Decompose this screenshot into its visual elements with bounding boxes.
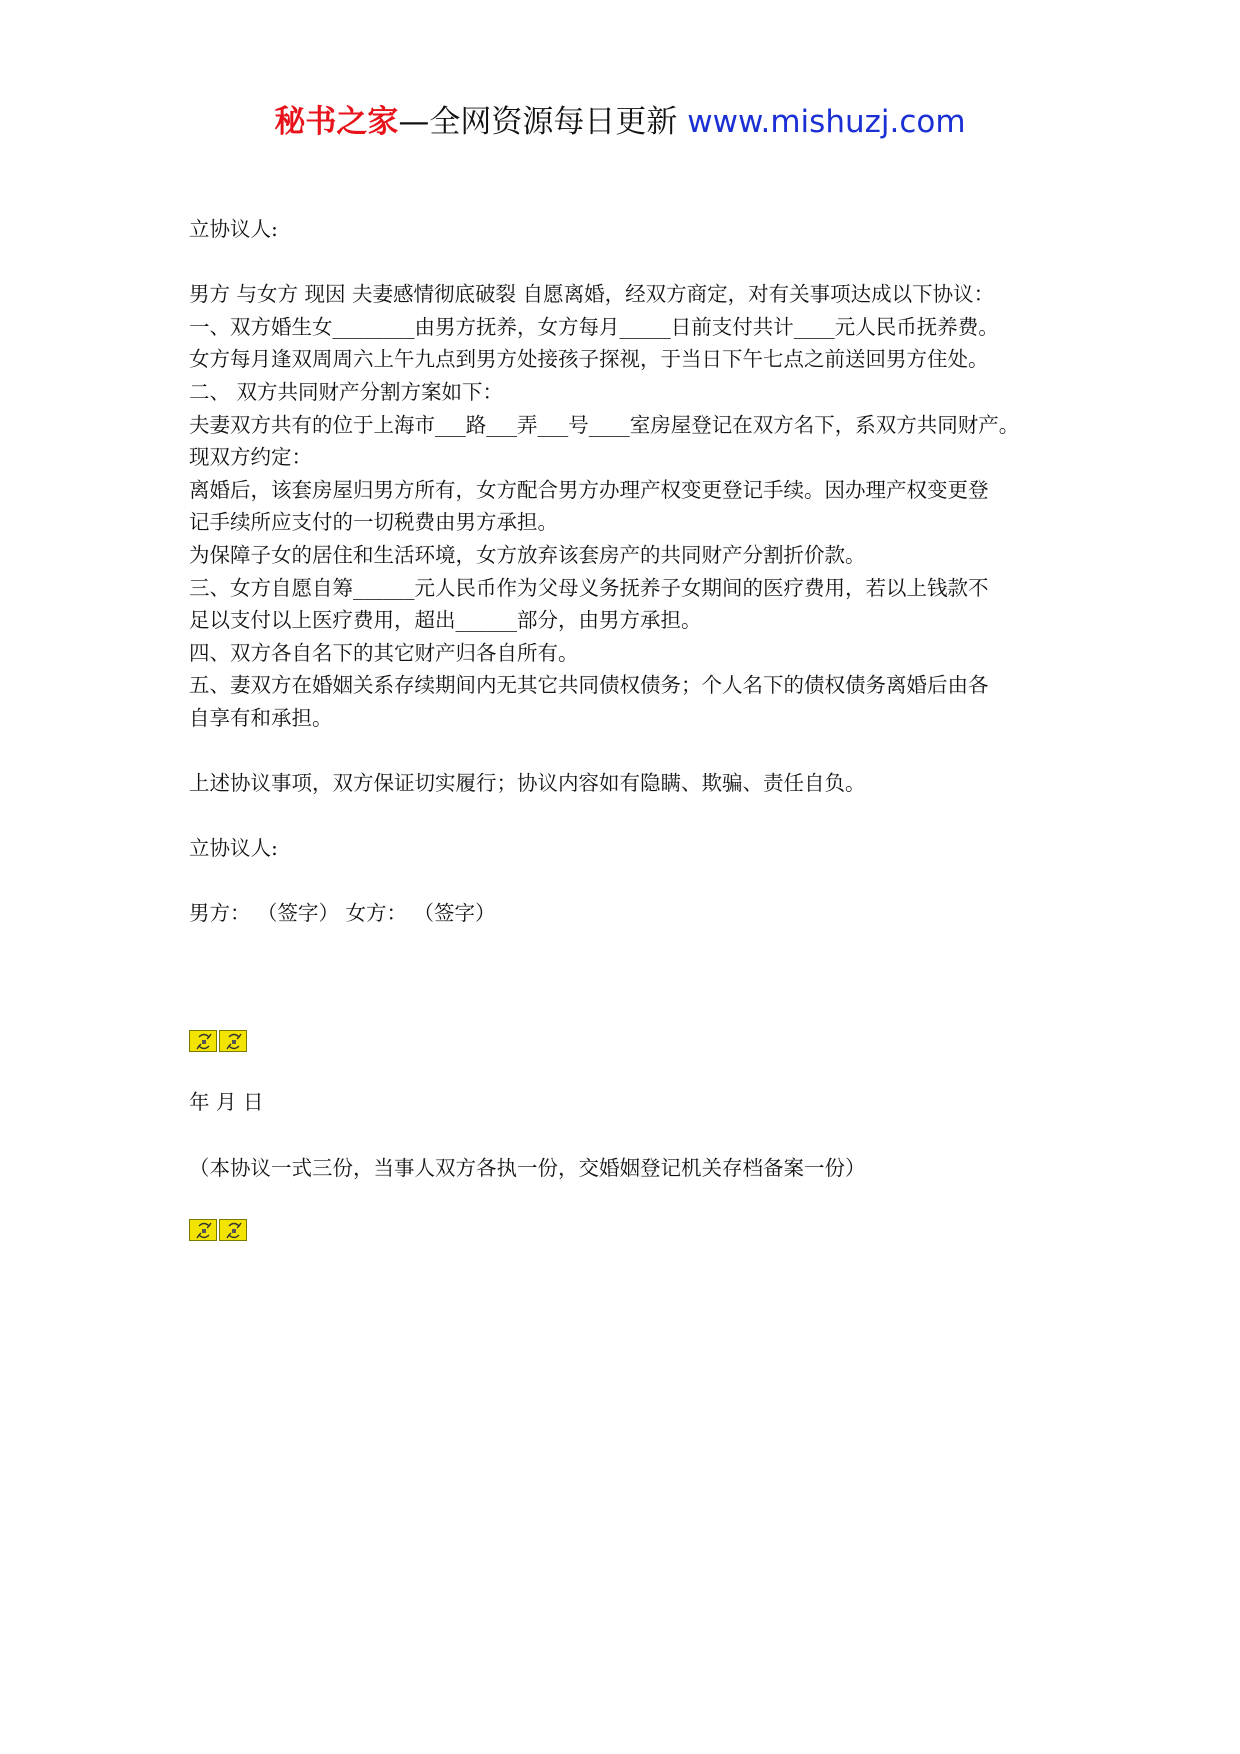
agreement-body bbox=[189, 213, 1089, 1243]
image-placeholder-group bbox=[189, 1219, 1089, 1241]
date-line: 年 月 日 bbox=[189, 1090, 264, 1115]
spacer bbox=[189, 1054, 1089, 1087]
spacer bbox=[189, 930, 1089, 963]
spacer bbox=[189, 735, 1089, 768]
signature-line: 男方： （签字） 女方： （签字） bbox=[189, 901, 496, 926]
broken-image-icon bbox=[219, 1030, 247, 1052]
broken-image-icon bbox=[189, 1219, 217, 1241]
broken-image-icon bbox=[189, 1030, 217, 1052]
clause-1-line-1: 一、双方婚生女________由男方抚养，女方每月_____日前支付共计____元人民币抚养费。 bbox=[189, 314, 999, 339]
spacer bbox=[189, 995, 1089, 1028]
clause-5-line-1: 五、妻双方在婚姻关系存续期间内无其它共同债权债务；个人名下的债权债务离婚后由各 bbox=[189, 673, 989, 698]
site-header bbox=[0, 100, 1240, 144]
clause-2-title: 二、 双方共同财产分割方案如下： bbox=[189, 379, 504, 404]
site-brand: 秘书之家 bbox=[274, 104, 399, 140]
clause-3-line-1: 三、女方自愿自筹______元人民币作为父母义务抚养子女期间的医疗费用，若以上钱款不 bbox=[189, 575, 989, 600]
broken-image-icon bbox=[219, 1219, 247, 1241]
spacer bbox=[189, 800, 1089, 833]
clause-3-line-2: 足以支付以上医疗费用，超出______部分，由男方承担。 bbox=[189, 608, 702, 633]
site-tagline: —全网资源每日更新 bbox=[398, 104, 688, 140]
signatory-label: 立协议人: bbox=[189, 836, 278, 861]
clause-2-line-2: 现双方约定： bbox=[189, 445, 312, 470]
clause-2-line-3: 离婚后，该套房屋归男方所有，女方配合男方办理产权变更登记手续。因办理产权变更登 bbox=[189, 477, 989, 502]
clause-1-line-2: 女方每月逢双周周六上午九点到男方处接孩子探视，于当日下午七点之前送回男方住处。 bbox=[189, 347, 989, 372]
clause-2-line-5: 为保障子女的居住和生活环境，女方放弃该套房产的共同财产分割折价款。 bbox=[189, 542, 866, 567]
copies-note: （本协议一式三份，当事人双方各执一份，交婚姻登记机关存档备案一份） bbox=[189, 1155, 866, 1180]
closing-statement: 上述协议事项，双方保证切实履行；协议内容如有隐瞒、欺骗、责任自负。 bbox=[189, 771, 866, 796]
clause-2-line-1: 夫妻双方共有的位于上海市___路___弄___号____室房屋登记在双方名下，系双方共同财产。 bbox=[189, 412, 1020, 437]
clause-5-line-2: 自享有和承担。 bbox=[189, 705, 333, 730]
clause-2-line-4: 记手续所应支付的一切税费由男方承担。 bbox=[189, 510, 558, 535]
spacer bbox=[189, 1184, 1089, 1217]
spacer bbox=[189, 246, 1089, 279]
opening-label: 立协议人: bbox=[189, 217, 278, 241]
image-placeholder-group bbox=[189, 1030, 1089, 1052]
clause-4: 四、双方各自名下的其它财产归各自所有。 bbox=[189, 640, 579, 665]
spacer bbox=[189, 963, 1089, 996]
intro-paragraph: 男方 与女方 现因 夫妻感情彻底破裂 自愿离婚，经双方商定，对有关事项达成以下协议： bbox=[189, 282, 995, 307]
spacer bbox=[189, 865, 1089, 898]
site-url-link[interactable]: www.mishuzj.com bbox=[687, 104, 966, 140]
spacer bbox=[189, 1119, 1089, 1152]
